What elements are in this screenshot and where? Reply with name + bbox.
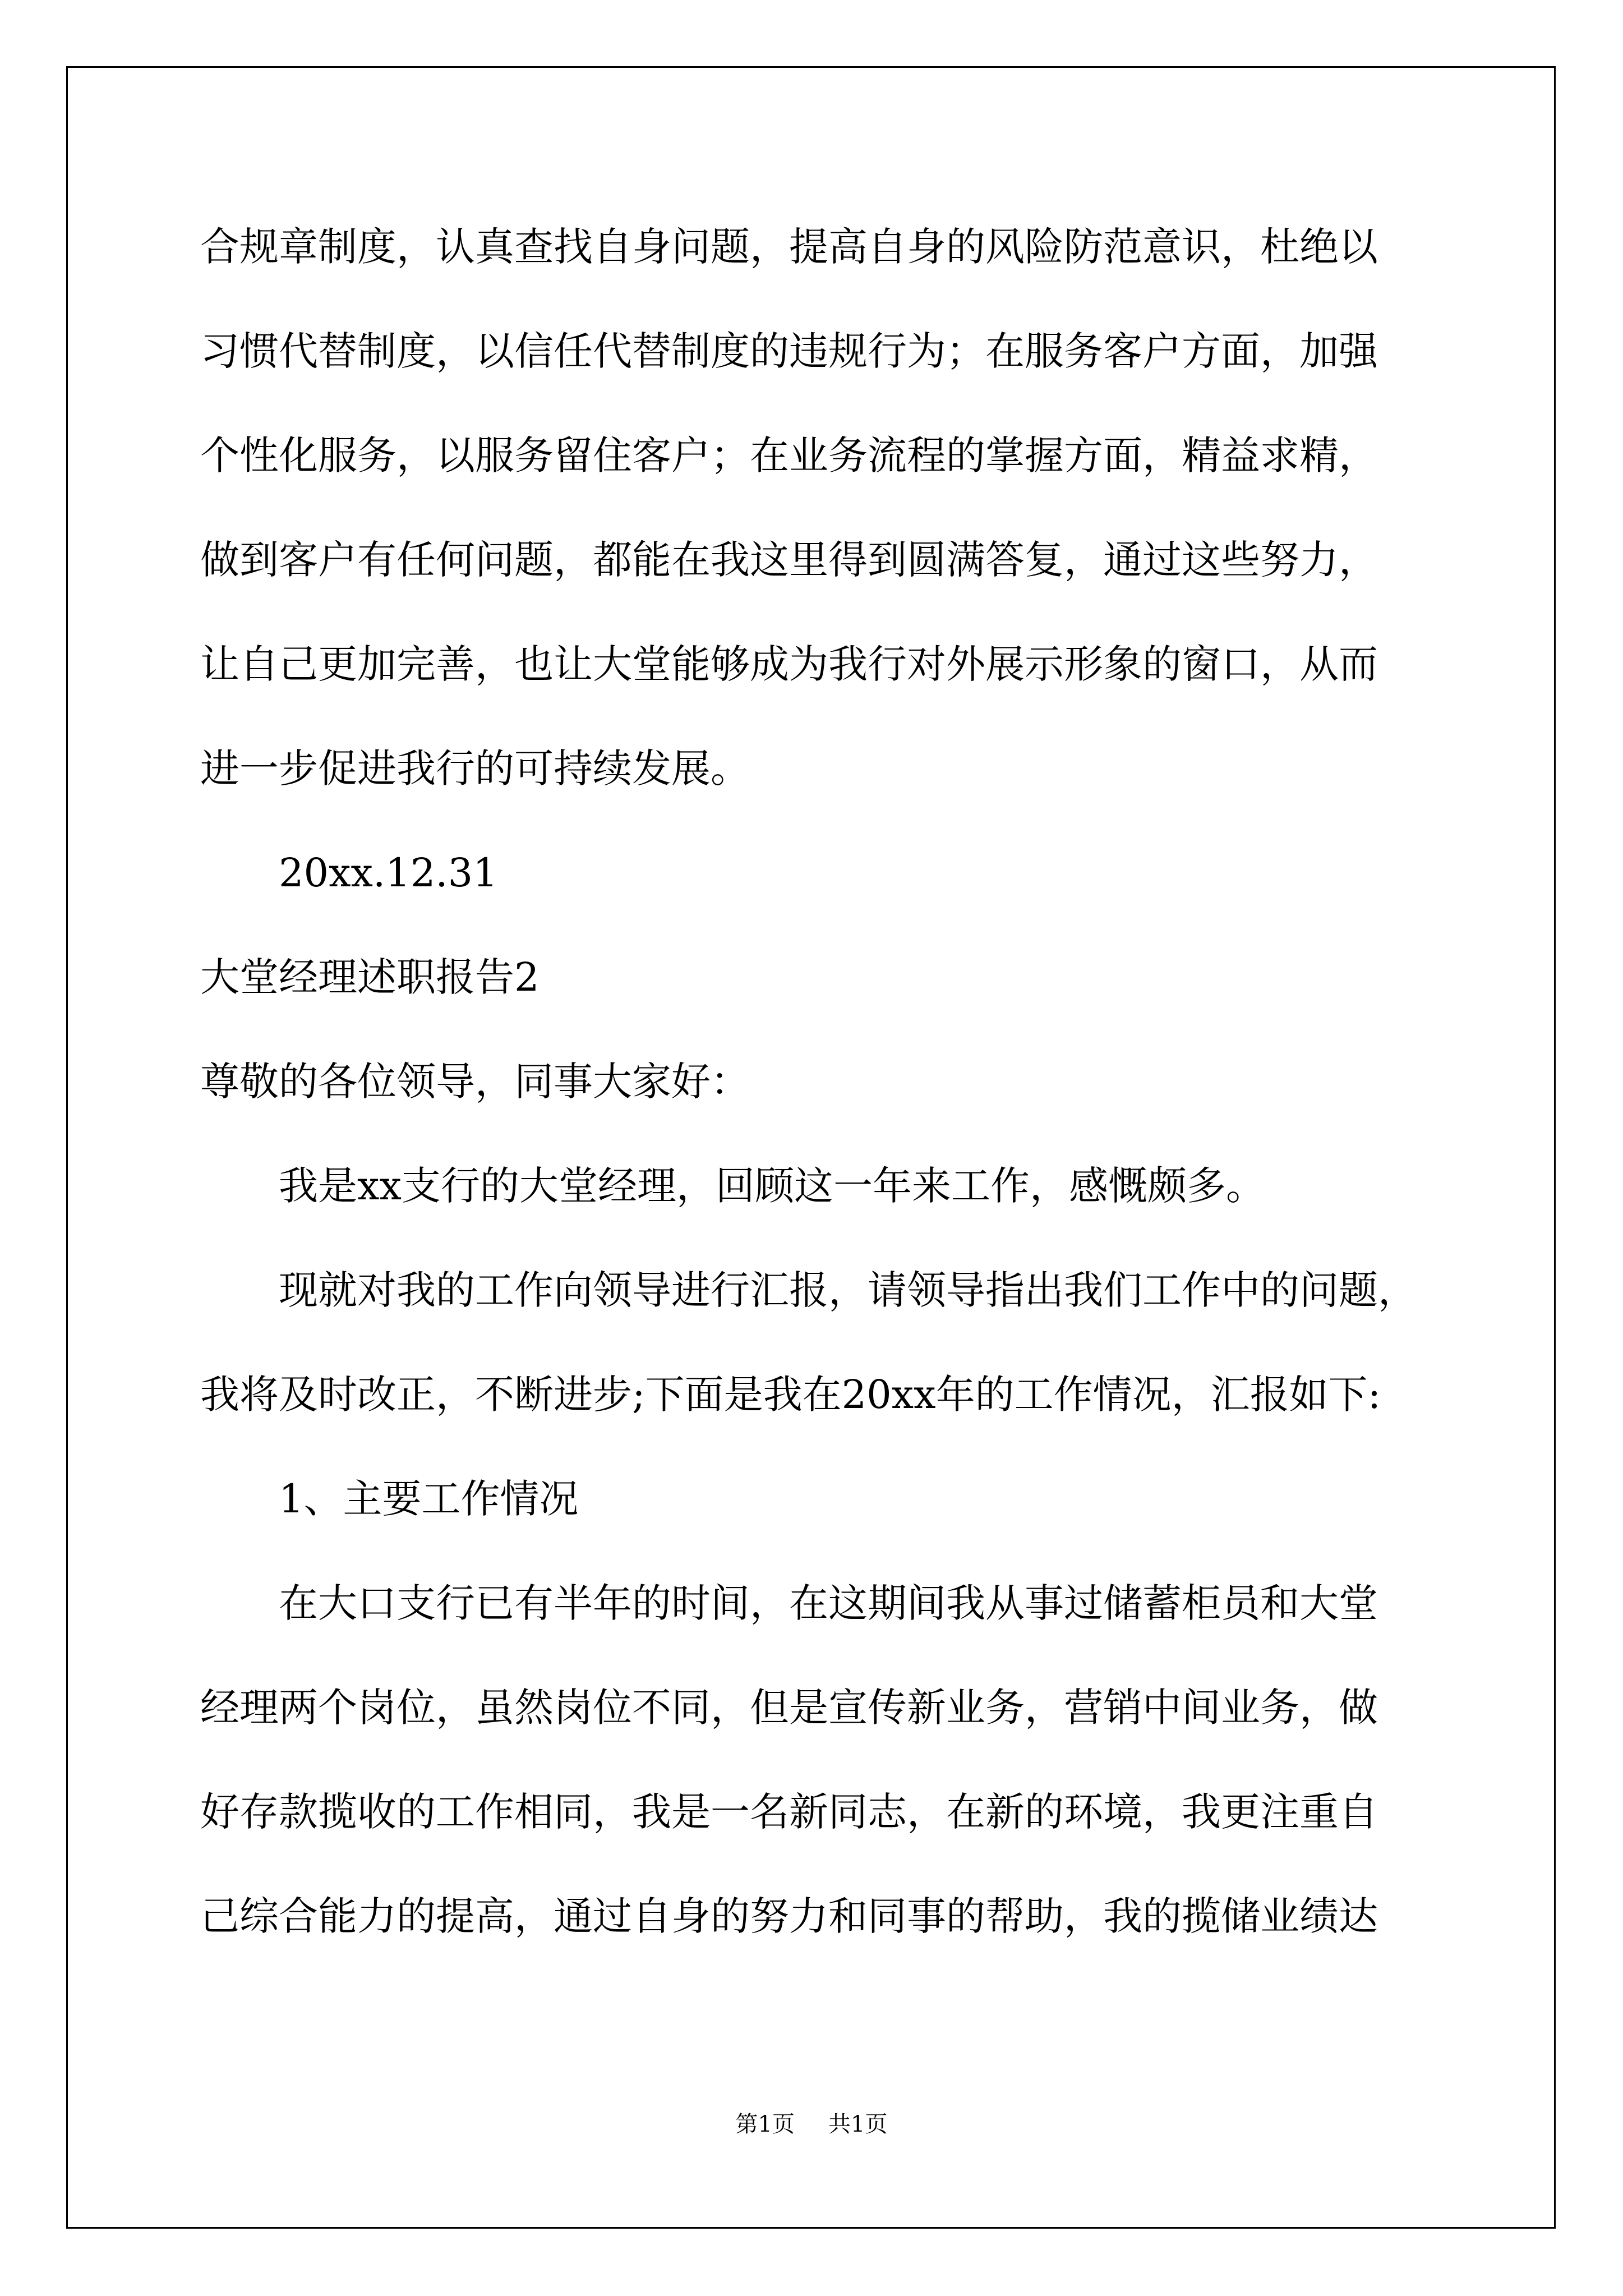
body-line-14: 在大口支行已有半年的时间，在这期间我从事过储蓄柜员和大堂 [279, 1580, 1378, 1626]
greeting-line: 尊敬的各位领导，同事大家好： [200, 1059, 750, 1105]
section-title: 大堂经理述职报告2 [200, 954, 540, 1000]
body-line-2: 习惯代替制度，以信任代替制度的违规行为；在服务客户方面，加强 [200, 328, 1378, 374]
total-pages-label: 共1页 [828, 2111, 888, 2137]
body-line-15: 经理两个岗位，虽然岗位不同，但是宣传新业务，营销中间业务，做 [200, 1685, 1378, 1731]
body-line-3: 个性化服务，以服务留住客户；在业务流程的掌握方面，精益求精， [200, 432, 1378, 478]
body-line-17: 己综合能力的提高，通过自身的努力和同事的帮助，我的揽储业绩达 [200, 1893, 1378, 1939]
current-page-label: 第1页 [735, 2111, 795, 2137]
body-line-11: 现就对我的工作向领导进行汇报，请领导指出我们工作中的问题， [279, 1267, 1417, 1313]
page-footer [0, 2109, 1623, 2139]
body-line-6: 进一步促进我行的可持续发展。 [200, 746, 750, 792]
date-line: 20xx.12.31 [279, 850, 498, 896]
subheading-main-work: 1、主要工作情况 [279, 1476, 579, 1522]
body-line-16: 好存款揽收的工作相同，我是一名新同志，在新的环境，我更注重自 [200, 1789, 1378, 1835]
body-line-12: 我将及时改正，不断进步;下面是我在20xx年的工作情况，汇报如下: [200, 1372, 1381, 1418]
body-line-4: 做到客户有任何问题，都能在我这里得到圆满答复，通过这些努力， [200, 537, 1378, 583]
body-line-10: 我是xx支行的大堂经理，回顾这一年来工作，感慨颇多。 [279, 1163, 1265, 1209]
body-line-1: 合规章制度，认真查找自身问题，提高自身的风险防范意识，杜绝以 [200, 224, 1378, 270]
body-line-5: 让自己更加完善，也让大堂能够成为我行对外展示形象的窗口，从而 [200, 641, 1378, 687]
